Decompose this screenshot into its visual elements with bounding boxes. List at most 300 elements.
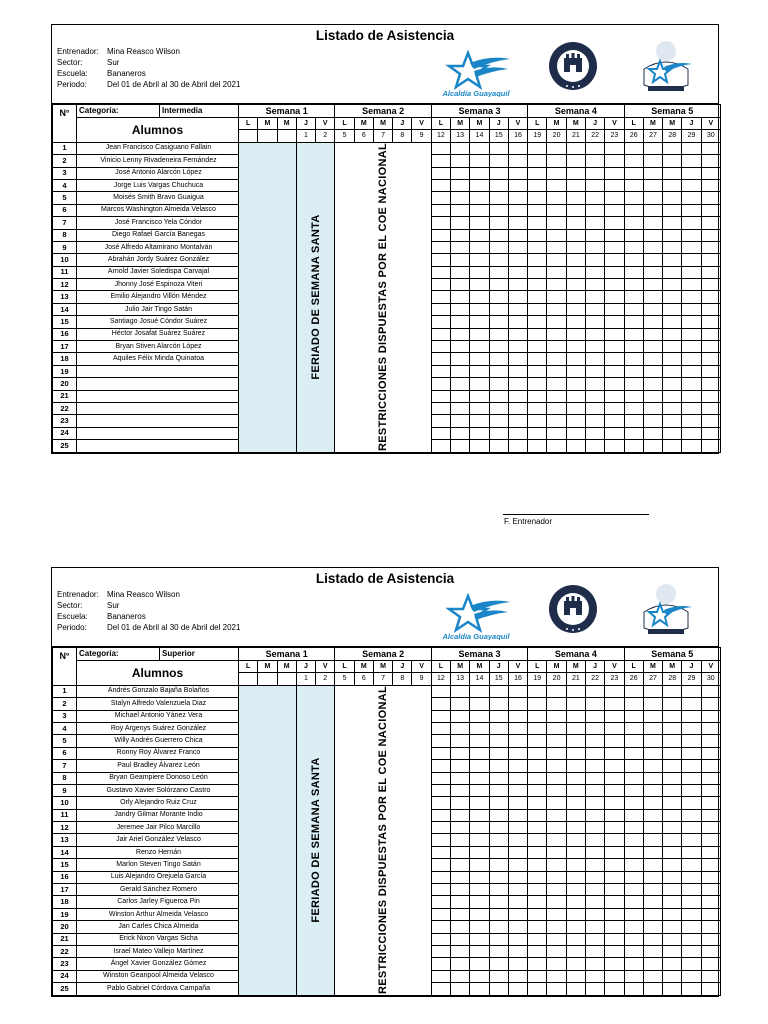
attendance-cell[interactable] [701, 859, 720, 871]
attendance-cell[interactable] [431, 303, 450, 315]
attendance-cell[interactable] [470, 341, 489, 353]
attendance-cell[interactable] [508, 735, 527, 747]
attendance-cell[interactable] [682, 316, 701, 328]
attendance-cell[interactable] [701, 884, 720, 896]
attendance-cell[interactable] [451, 722, 470, 734]
attendance-cell[interactable] [566, 809, 585, 821]
attendance-cell[interactable] [508, 772, 527, 784]
attendance-cell[interactable] [451, 747, 470, 759]
attendance-cell[interactable] [489, 797, 508, 809]
attendance-cell[interactable] [643, 415, 662, 427]
attendance-cell[interactable] [624, 440, 643, 452]
attendance-cell[interactable] [663, 179, 682, 191]
attendance-cell[interactable] [701, 402, 720, 414]
attendance-cell[interactable] [508, 846, 527, 858]
attendance-cell[interactable] [585, 291, 604, 303]
attendance-cell[interactable] [508, 884, 527, 896]
attendance-cell[interactable] [585, 415, 604, 427]
attendance-cell[interactable] [451, 760, 470, 772]
attendance-cell[interactable] [663, 378, 682, 390]
attendance-cell[interactable] [585, 921, 604, 933]
attendance-cell[interactable] [585, 440, 604, 452]
attendance-cell[interactable] [566, 945, 585, 957]
attendance-cell[interactable] [682, 192, 701, 204]
attendance-cell[interactable] [663, 415, 682, 427]
attendance-cell[interactable] [451, 809, 470, 821]
attendance-cell[interactable] [508, 685, 527, 697]
attendance-cell[interactable] [701, 822, 720, 834]
attendance-cell[interactable] [605, 142, 624, 154]
attendance-cell[interactable] [701, 142, 720, 154]
attendance-cell[interactable] [508, 204, 527, 216]
attendance-cell[interactable] [605, 229, 624, 241]
attendance-cell[interactable] [605, 192, 624, 204]
attendance-cell[interactable] [431, 291, 450, 303]
attendance-cell[interactable] [663, 822, 682, 834]
attendance-cell[interactable] [566, 846, 585, 858]
attendance-cell[interactable] [547, 390, 566, 402]
attendance-cell[interactable] [508, 341, 527, 353]
attendance-cell[interactable] [663, 809, 682, 821]
attendance-cell[interactable] [470, 698, 489, 710]
attendance-cell[interactable] [528, 710, 547, 722]
attendance-cell[interactable] [528, 908, 547, 920]
attendance-cell[interactable] [585, 797, 604, 809]
attendance-cell[interactable] [624, 142, 643, 154]
attendance-cell[interactable] [624, 685, 643, 697]
attendance-cell[interactable] [585, 279, 604, 291]
attendance-cell[interactable] [508, 378, 527, 390]
attendance-cell[interactable] [547, 341, 566, 353]
attendance-cell[interactable] [605, 908, 624, 920]
attendance-cell[interactable] [663, 167, 682, 179]
attendance-cell[interactable] [508, 710, 527, 722]
attendance-cell[interactable] [528, 155, 547, 167]
attendance-cell[interactable] [547, 958, 566, 970]
attendance-cell[interactable] [682, 747, 701, 759]
attendance-cell[interactable] [431, 179, 450, 191]
attendance-cell[interactable] [489, 192, 508, 204]
attendance-cell[interactable] [643, 229, 662, 241]
attendance-cell[interactable] [528, 353, 547, 365]
attendance-cell[interactable] [682, 167, 701, 179]
attendance-cell[interactable] [470, 958, 489, 970]
attendance-cell[interactable] [624, 983, 643, 995]
attendance-cell[interactable] [547, 822, 566, 834]
attendance-cell[interactable] [643, 921, 662, 933]
attendance-cell[interactable] [489, 155, 508, 167]
attendance-cell[interactable] [489, 415, 508, 427]
attendance-cell[interactable] [682, 846, 701, 858]
attendance-cell[interactable] [547, 217, 566, 229]
attendance-cell[interactable] [547, 871, 566, 883]
attendance-cell[interactable] [682, 365, 701, 377]
attendance-cell[interactable] [624, 241, 643, 253]
attendance-cell[interactable] [566, 402, 585, 414]
attendance-cell[interactable] [585, 155, 604, 167]
attendance-cell[interactable] [431, 192, 450, 204]
attendance-cell[interactable] [470, 402, 489, 414]
attendance-cell[interactable] [663, 970, 682, 982]
attendance-cell[interactable] [663, 291, 682, 303]
attendance-cell[interactable] [489, 760, 508, 772]
attendance-cell[interactable] [451, 155, 470, 167]
attendance-cell[interactable] [451, 365, 470, 377]
attendance-cell[interactable] [682, 229, 701, 241]
attendance-cell[interactable] [643, 871, 662, 883]
attendance-cell[interactable] [682, 896, 701, 908]
attendance-cell[interactable] [470, 908, 489, 920]
attendance-cell[interactable] [470, 784, 489, 796]
attendance-cell[interactable] [643, 341, 662, 353]
attendance-cell[interactable] [643, 142, 662, 154]
attendance-cell[interactable] [431, 784, 450, 796]
attendance-cell[interactable] [489, 884, 508, 896]
attendance-cell[interactable] [663, 142, 682, 154]
attendance-cell[interactable] [701, 983, 720, 995]
attendance-cell[interactable] [663, 217, 682, 229]
attendance-cell[interactable] [663, 846, 682, 858]
attendance-cell[interactable] [605, 328, 624, 340]
attendance-cell[interactable] [451, 884, 470, 896]
attendance-cell[interactable] [701, 921, 720, 933]
attendance-cell[interactable] [566, 390, 585, 402]
attendance-cell[interactable] [643, 254, 662, 266]
attendance-cell[interactable] [431, 834, 450, 846]
attendance-cell[interactable] [624, 772, 643, 784]
attendance-cell[interactable] [605, 722, 624, 734]
attendance-cell[interactable] [566, 291, 585, 303]
attendance-cell[interactable] [470, 390, 489, 402]
attendance-cell[interactable] [624, 809, 643, 821]
attendance-cell[interactable] [624, 896, 643, 908]
attendance-cell[interactable] [643, 710, 662, 722]
attendance-cell[interactable] [451, 241, 470, 253]
attendance-cell[interactable] [470, 279, 489, 291]
attendance-cell[interactable] [682, 685, 701, 697]
attendance-cell[interactable] [528, 204, 547, 216]
attendance-cell[interactable] [489, 685, 508, 697]
attendance-cell[interactable] [566, 908, 585, 920]
attendance-cell[interactable] [663, 710, 682, 722]
attendance-cell[interactable] [470, 970, 489, 982]
attendance-cell[interactable] [547, 859, 566, 871]
attendance-cell[interactable] [470, 710, 489, 722]
attendance-cell[interactable] [585, 908, 604, 920]
attendance-cell[interactable] [451, 896, 470, 908]
attendance-cell[interactable] [605, 241, 624, 253]
attendance-cell[interactable] [431, 908, 450, 920]
attendance-cell[interactable] [605, 440, 624, 452]
attendance-cell[interactable] [489, 427, 508, 439]
attendance-cell[interactable] [605, 390, 624, 402]
attendance-cell[interactable] [547, 155, 566, 167]
attendance-cell[interactable] [624, 735, 643, 747]
attendance-cell[interactable] [585, 698, 604, 710]
attendance-cell[interactable] [585, 760, 604, 772]
attendance-cell[interactable] [566, 797, 585, 809]
attendance-cell[interactable] [451, 427, 470, 439]
attendance-cell[interactable] [451, 415, 470, 427]
attendance-cell[interactable] [624, 316, 643, 328]
attendance-cell[interactable] [566, 217, 585, 229]
attendance-cell[interactable] [566, 303, 585, 315]
attendance-cell[interactable] [643, 204, 662, 216]
attendance-cell[interactable] [663, 884, 682, 896]
attendance-cell[interactable] [624, 303, 643, 315]
attendance-cell[interactable] [547, 204, 566, 216]
attendance-cell[interactable] [431, 353, 450, 365]
attendance-cell[interactable] [489, 933, 508, 945]
attendance-cell[interactable] [489, 921, 508, 933]
attendance-cell[interactable] [624, 365, 643, 377]
attendance-cell[interactable] [528, 698, 547, 710]
attendance-cell[interactable] [585, 859, 604, 871]
attendance-cell[interactable] [682, 402, 701, 414]
attendance-cell[interactable] [451, 291, 470, 303]
attendance-cell[interactable] [701, 365, 720, 377]
attendance-cell[interactable] [489, 353, 508, 365]
attendance-cell[interactable] [682, 809, 701, 821]
attendance-cell[interactable] [451, 772, 470, 784]
attendance-cell[interactable] [701, 760, 720, 772]
attendance-cell[interactable] [489, 390, 508, 402]
attendance-cell[interactable] [643, 760, 662, 772]
attendance-cell[interactable] [663, 760, 682, 772]
attendance-cell[interactable] [605, 279, 624, 291]
attendance-cell[interactable] [701, 871, 720, 883]
attendance-cell[interactable] [566, 316, 585, 328]
attendance-cell[interactable] [624, 167, 643, 179]
attendance-cell[interactable] [566, 921, 585, 933]
attendance-cell[interactable] [528, 958, 547, 970]
attendance-cell[interactable] [605, 834, 624, 846]
attendance-cell[interactable] [489, 254, 508, 266]
attendance-cell[interactable] [470, 809, 489, 821]
attendance-cell[interactable] [451, 378, 470, 390]
attendance-cell[interactable] [585, 747, 604, 759]
attendance-cell[interactable] [470, 983, 489, 995]
attendance-cell[interactable] [585, 365, 604, 377]
attendance-cell[interactable] [489, 945, 508, 957]
attendance-cell[interactable] [431, 958, 450, 970]
attendance-cell[interactable] [451, 871, 470, 883]
attendance-cell[interactable] [489, 303, 508, 315]
attendance-cell[interactable] [566, 884, 585, 896]
attendance-cell[interactable] [431, 822, 450, 834]
attendance-cell[interactable] [663, 328, 682, 340]
attendance-cell[interactable] [566, 353, 585, 365]
attendance-cell[interactable] [643, 353, 662, 365]
attendance-cell[interactable] [624, 884, 643, 896]
attendance-cell[interactable] [508, 415, 527, 427]
attendance-cell[interactable] [431, 254, 450, 266]
attendance-cell[interactable] [566, 784, 585, 796]
attendance-cell[interactable] [528, 328, 547, 340]
attendance-cell[interactable] [585, 142, 604, 154]
attendance-cell[interactable] [547, 167, 566, 179]
attendance-cell[interactable] [566, 834, 585, 846]
attendance-cell[interactable] [528, 179, 547, 191]
attendance-cell[interactable] [643, 427, 662, 439]
attendance-cell[interactable] [701, 970, 720, 982]
attendance-cell[interactable] [663, 427, 682, 439]
attendance-cell[interactable] [451, 341, 470, 353]
attendance-cell[interactable] [470, 179, 489, 191]
attendance-cell[interactable] [431, 266, 450, 278]
attendance-cell[interactable] [508, 933, 527, 945]
attendance-cell[interactable] [489, 328, 508, 340]
attendance-cell[interactable] [663, 279, 682, 291]
attendance-cell[interactable] [605, 958, 624, 970]
attendance-cell[interactable] [701, 427, 720, 439]
attendance-cell[interactable] [682, 291, 701, 303]
attendance-cell[interactable] [451, 217, 470, 229]
attendance-cell[interactable] [605, 735, 624, 747]
attendance-cell[interactable] [663, 402, 682, 414]
attendance-cell[interactable] [643, 784, 662, 796]
attendance-cell[interactable] [566, 365, 585, 377]
attendance-cell[interactable] [663, 390, 682, 402]
attendance-cell[interactable] [682, 772, 701, 784]
attendance-cell[interactable] [605, 921, 624, 933]
attendance-cell[interactable] [547, 747, 566, 759]
attendance-cell[interactable] [701, 809, 720, 821]
attendance-cell[interactable] [682, 217, 701, 229]
attendance-cell[interactable] [528, 871, 547, 883]
attendance-cell[interactable] [701, 945, 720, 957]
attendance-cell[interactable] [585, 241, 604, 253]
attendance-cell[interactable] [431, 217, 450, 229]
attendance-cell[interactable] [585, 958, 604, 970]
attendance-cell[interactable] [566, 192, 585, 204]
attendance-cell[interactable] [663, 241, 682, 253]
attendance-cell[interactable] [470, 685, 489, 697]
attendance-cell[interactable] [470, 735, 489, 747]
attendance-cell[interactable] [566, 427, 585, 439]
attendance-cell[interactable] [431, 378, 450, 390]
attendance-cell[interactable] [682, 908, 701, 920]
attendance-cell[interactable] [643, 983, 662, 995]
attendance-cell[interactable] [643, 797, 662, 809]
attendance-cell[interactable] [508, 970, 527, 982]
attendance-cell[interactable] [489, 908, 508, 920]
attendance-cell[interactable] [585, 303, 604, 315]
attendance-cell[interactable] [624, 291, 643, 303]
attendance-cell[interactable] [431, 167, 450, 179]
attendance-cell[interactable] [585, 353, 604, 365]
attendance-cell[interactable] [605, 983, 624, 995]
attendance-cell[interactable] [451, 192, 470, 204]
attendance-cell[interactable] [624, 328, 643, 340]
attendance-cell[interactable] [508, 896, 527, 908]
attendance-cell[interactable] [566, 279, 585, 291]
attendance-cell[interactable] [566, 871, 585, 883]
attendance-cell[interactable] [566, 735, 585, 747]
attendance-cell[interactable] [431, 402, 450, 414]
attendance-cell[interactable] [663, 871, 682, 883]
attendance-cell[interactable] [470, 378, 489, 390]
attendance-cell[interactable] [528, 303, 547, 315]
attendance-cell[interactable] [624, 155, 643, 167]
attendance-cell[interactable] [566, 685, 585, 697]
attendance-cell[interactable] [528, 809, 547, 821]
attendance-cell[interactable] [585, 945, 604, 957]
attendance-cell[interactable] [547, 698, 566, 710]
attendance-cell[interactable] [624, 784, 643, 796]
attendance-cell[interactable] [643, 970, 662, 982]
attendance-cell[interactable] [643, 896, 662, 908]
attendance-cell[interactable] [605, 945, 624, 957]
attendance-cell[interactable] [682, 155, 701, 167]
attendance-cell[interactable] [663, 834, 682, 846]
attendance-cell[interactable] [508, 229, 527, 241]
attendance-cell[interactable] [663, 303, 682, 315]
attendance-cell[interactable] [701, 229, 720, 241]
attendance-cell[interactable] [451, 353, 470, 365]
attendance-cell[interactable] [682, 722, 701, 734]
attendance-cell[interactable] [508, 822, 527, 834]
attendance-cell[interactable] [701, 933, 720, 945]
attendance-cell[interactable] [643, 303, 662, 315]
attendance-cell[interactable] [528, 402, 547, 414]
attendance-cell[interactable] [682, 179, 701, 191]
attendance-cell[interactable] [585, 983, 604, 995]
attendance-cell[interactable] [451, 390, 470, 402]
attendance-cell[interactable] [605, 809, 624, 821]
attendance-cell[interactable] [431, 809, 450, 821]
attendance-cell[interactable] [451, 958, 470, 970]
attendance-cell[interactable] [431, 735, 450, 747]
attendance-cell[interactable] [663, 933, 682, 945]
attendance-cell[interactable] [566, 760, 585, 772]
attendance-cell[interactable] [451, 983, 470, 995]
attendance-cell[interactable] [682, 378, 701, 390]
attendance-cell[interactable] [451, 266, 470, 278]
attendance-cell[interactable] [431, 983, 450, 995]
attendance-cell[interactable] [470, 871, 489, 883]
attendance-cell[interactable] [547, 834, 566, 846]
attendance-cell[interactable] [624, 427, 643, 439]
attendance-cell[interactable] [701, 192, 720, 204]
attendance-cell[interactable] [470, 834, 489, 846]
attendance-cell[interactable] [663, 192, 682, 204]
attendance-cell[interactable] [624, 760, 643, 772]
attendance-cell[interactable] [643, 846, 662, 858]
attendance-cell[interactable] [431, 685, 450, 697]
attendance-cell[interactable] [489, 896, 508, 908]
attendance-cell[interactable] [605, 747, 624, 759]
attendance-cell[interactable] [508, 784, 527, 796]
attendance-cell[interactable] [431, 316, 450, 328]
attendance-cell[interactable] [528, 241, 547, 253]
attendance-cell[interactable] [470, 722, 489, 734]
attendance-cell[interactable] [624, 908, 643, 920]
attendance-cell[interactable] [451, 846, 470, 858]
attendance-cell[interactable] [663, 229, 682, 241]
attendance-cell[interactable] [470, 846, 489, 858]
attendance-cell[interactable] [451, 735, 470, 747]
attendance-cell[interactable] [508, 365, 527, 377]
attendance-cell[interactable] [663, 353, 682, 365]
attendance-cell[interactable] [547, 279, 566, 291]
attendance-cell[interactable] [547, 440, 566, 452]
attendance-cell[interactable] [624, 179, 643, 191]
attendance-cell[interactable] [528, 735, 547, 747]
attendance-cell[interactable] [528, 415, 547, 427]
attendance-cell[interactable] [605, 204, 624, 216]
attendance-cell[interactable] [489, 241, 508, 253]
